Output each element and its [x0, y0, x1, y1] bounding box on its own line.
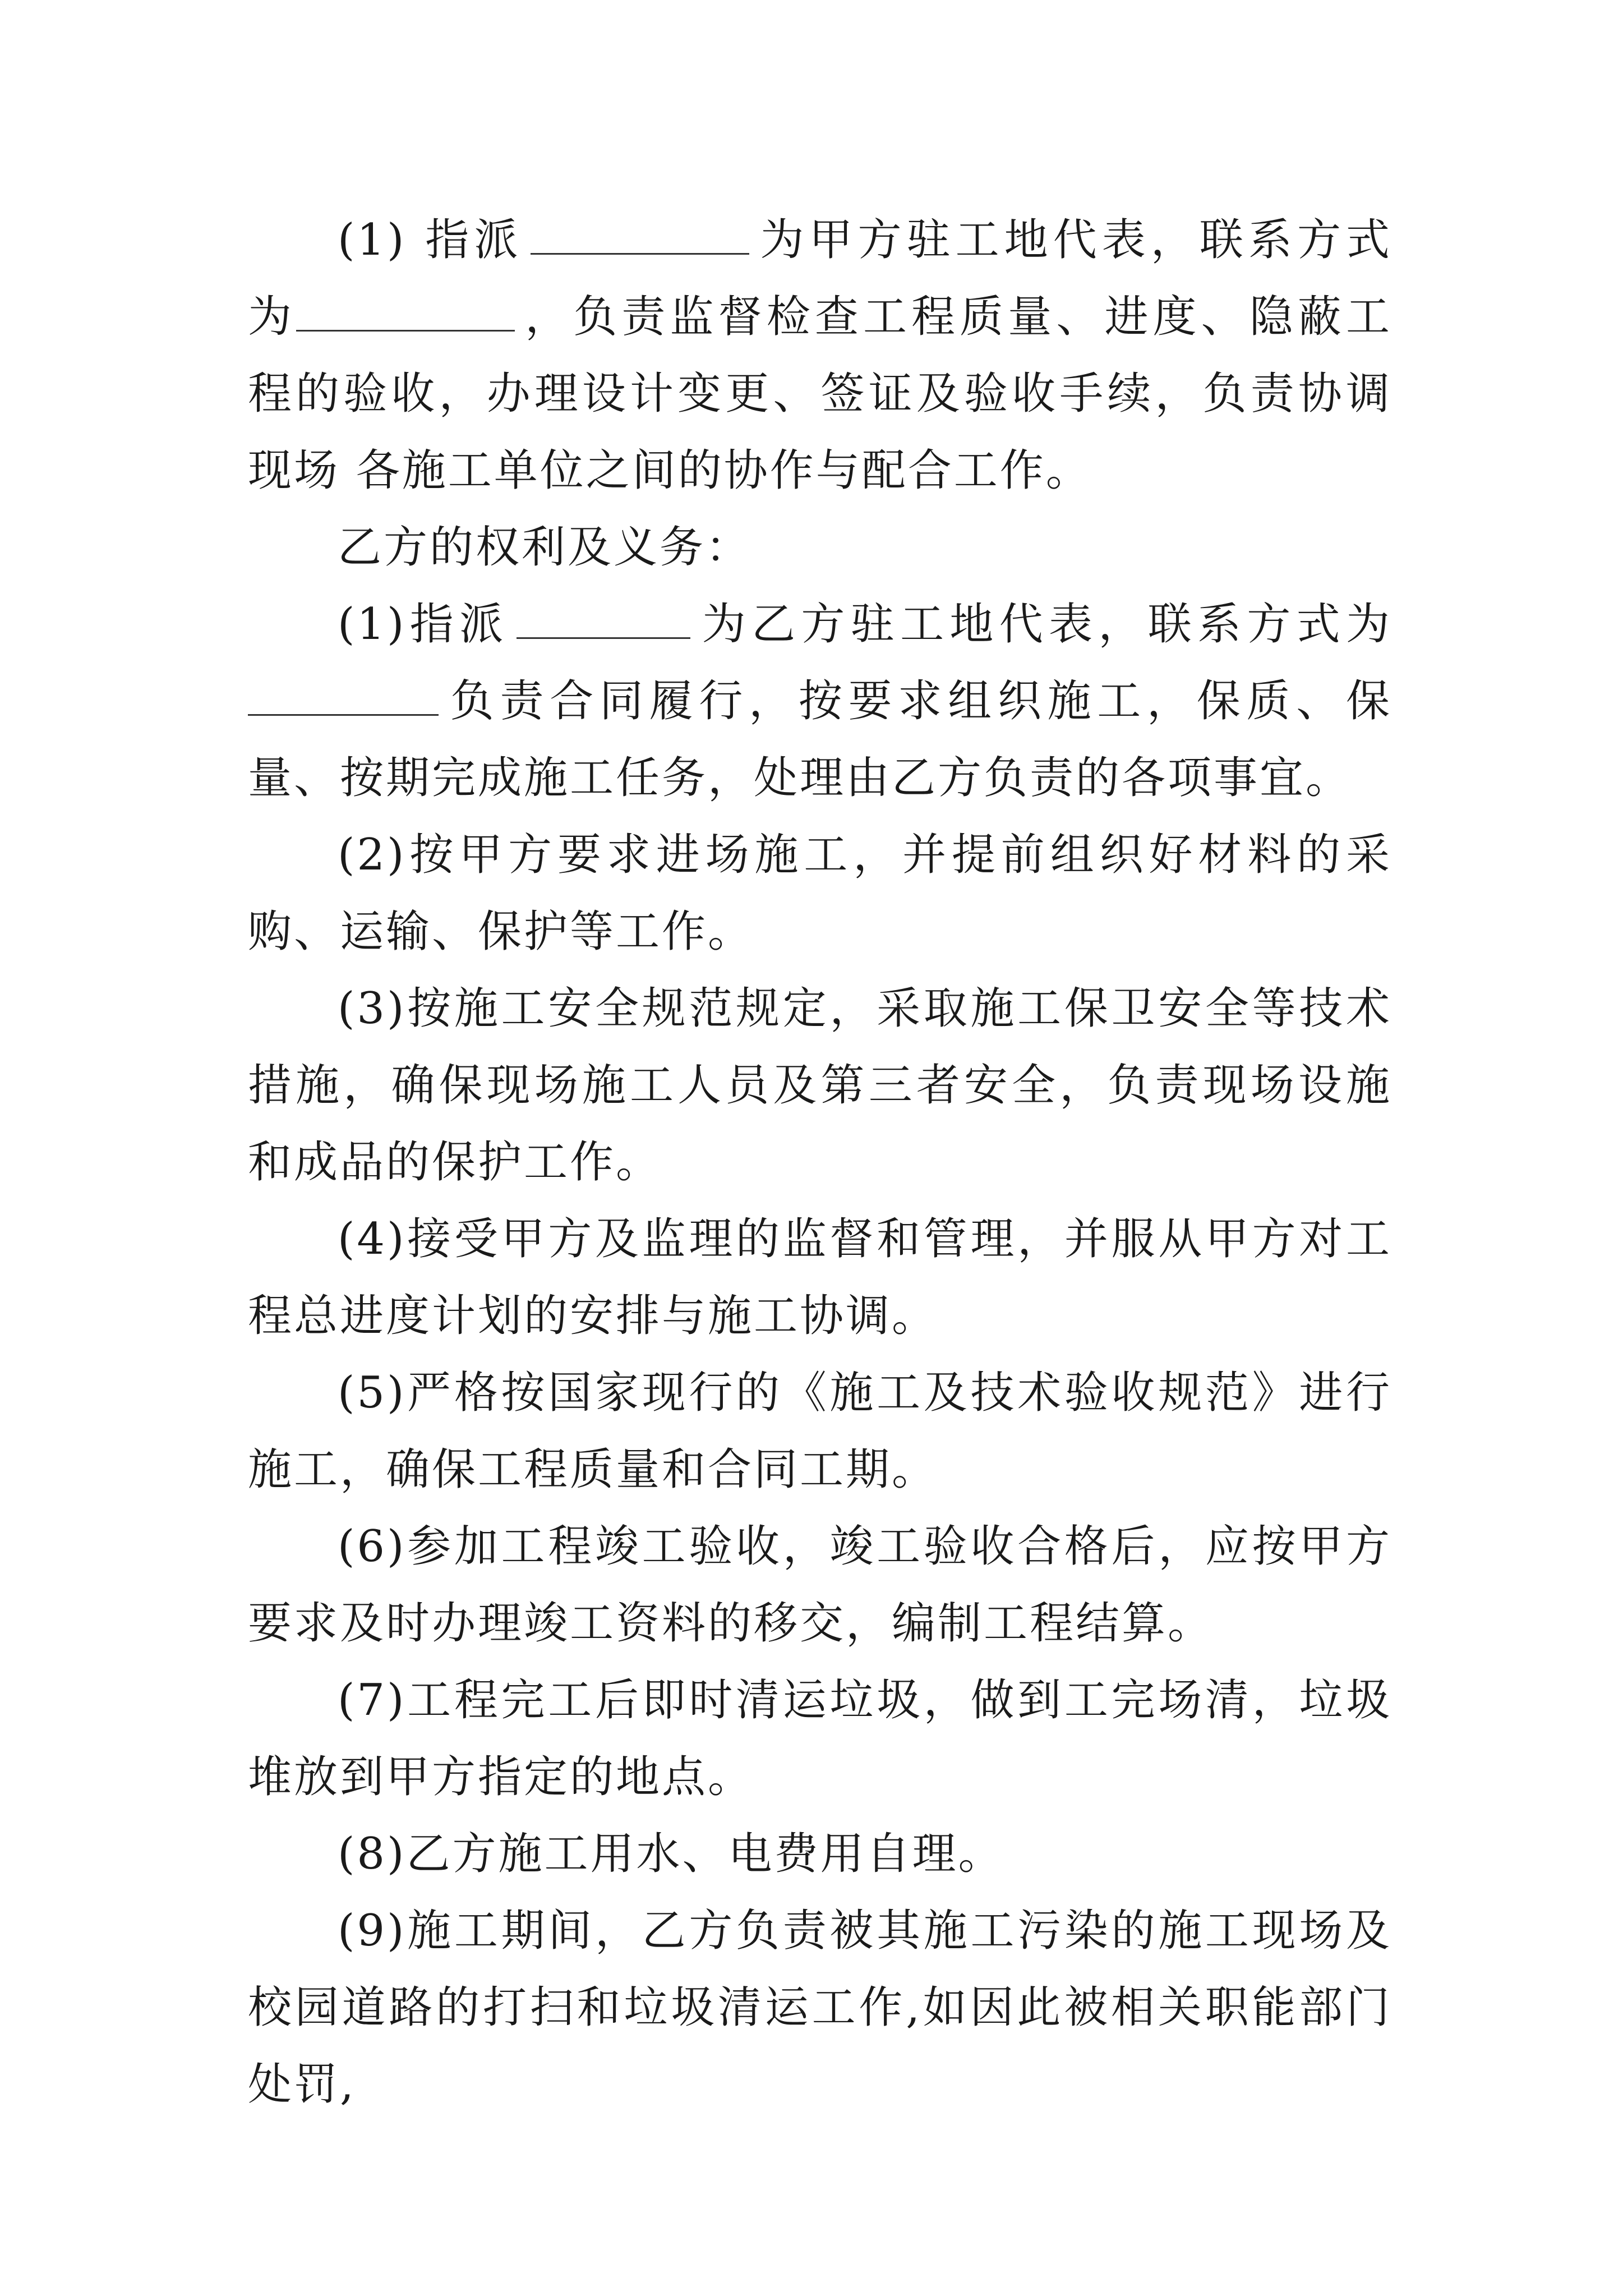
party-b-item-3: (3)按施工安全规范规定，采取施工保卫安全等技术措施，确保现场施工人员及第三者安全，负责现场设施和成品的保护工作。: [248, 983, 1392, 1188]
party-b-item-1: [248, 586, 1392, 817]
party-b-item-5: (5)严格按国家现行的《施工及技术验收规范》进行施工，确保工程质量和合同工期。: [248, 1368, 1392, 1495]
contract-body: [248, 202, 1392, 2123]
party-a-item-1-text-b: ，负责监督检查工程质量、进度、隐蔽工程的验收，办理设计变更、签证及验收手续，负责协调现场 各施工单位之间的协作与配合工作。: [248, 292, 1392, 496]
party-b-item-1-text-a: 为乙方驻工地代表，联系方式为: [698, 599, 1392, 650]
party-b-item-7: (7)工程完工后即时清运垃圾，做到工完场清，垃圾堆放到甲方指定的地点。: [248, 1675, 1392, 1802]
party-b-item-9: (9)施工期间，乙方负责被其施工污染的施工现场及校园道路的打扫和垃圾清运工作,如因此被相关职能部门处罚,: [248, 1906, 1392, 2110]
party-b-item-6: (6)参加工程竣工验收，竣工验收合格后，应按甲方要求及时办理竣工资料的移交，编制工程结算。: [248, 1521, 1392, 1649]
contact-info-blank: [296, 291, 515, 332]
party-b-item-8: (8)乙方施工用水、电费用自理。: [338, 1829, 1004, 1879]
party-a-item-1-prefix: (1) 指派: [338, 215, 523, 265]
representative-name-blank: [531, 214, 749, 255]
representative-name-blank: [517, 598, 690, 639]
party-b-item-4: (4)接受甲方及监理的监督和管理，并服从甲方对工程总进度计划的安排与施工协调。: [248, 1214, 1392, 1341]
party-a-item-1-text-a: 为甲方驻工地代表，联系方式为: [248, 215, 1392, 342]
party-b-item-2: (2)按甲方要求进场施工，并提前组织好材料的采购、运输、保护等工作。: [248, 830, 1392, 957]
party-b-item-1-text-b: 负责合同履行，按要求组织施工，保质、保量、按期完成施工任务，处理由乙方负责的各项事宜。: [248, 676, 1392, 803]
contact-info-blank: [248, 675, 439, 716]
party-a-item-1: [248, 202, 1392, 509]
party-b-heading: 乙方的权利及义务：: [338, 522, 752, 573]
party-b-item-1-prefix: (1)指派: [338, 599, 509, 650]
